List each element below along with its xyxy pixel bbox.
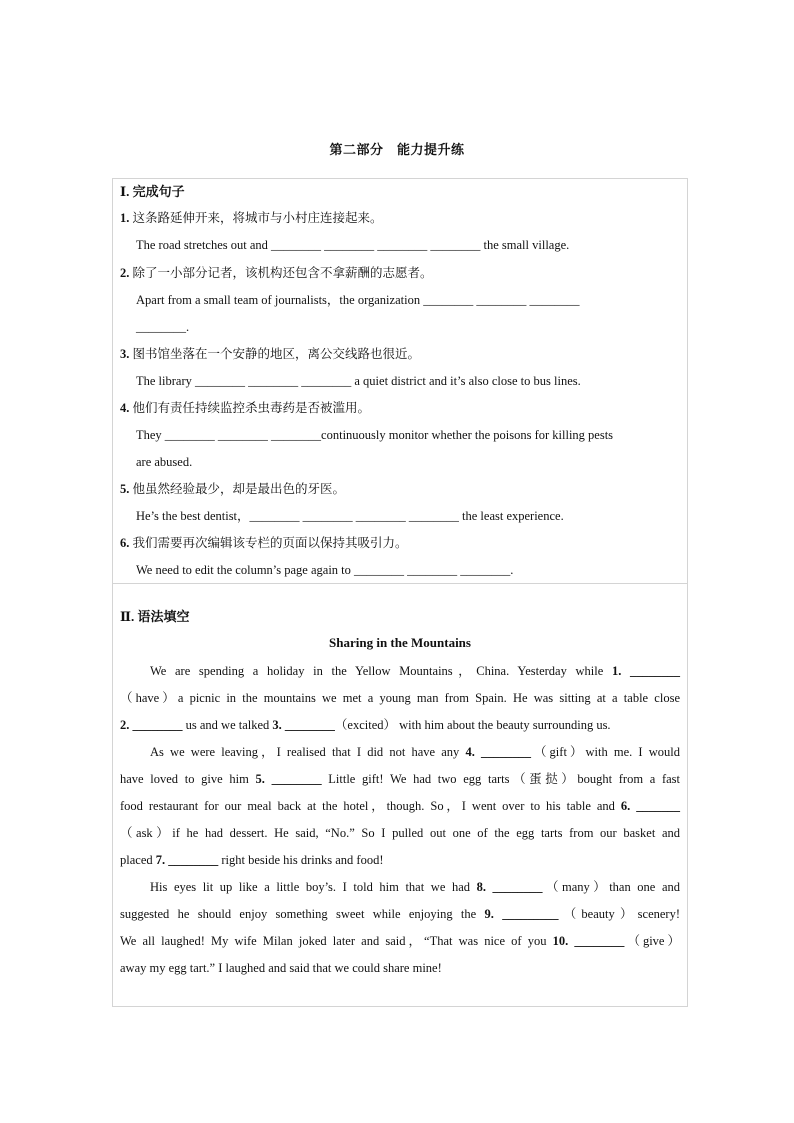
blank-field[interactable]: 1. ________ [611,664,681,678]
question-cn [120,400,370,416]
blank-field[interactable]: 2. ________ [120,718,183,732]
page-title: 第二部分 能力提升练 [329,142,465,157]
passage-text: （give） [624,934,681,948]
passage-text: right beside his drinks and food! [218,853,384,867]
passage-text: （gift）with me. I would [530,745,681,759]
passage-text: away my egg tart.” I laughed and said that we could share mine! [120,961,442,975]
blank-field[interactable]: 6. _______ [620,799,681,813]
passage-text: （have）a picnic in the mountains we met a young man from Spain. He was sitting at a table close [120,691,680,705]
passage-line [120,852,680,868]
passage-line [120,906,680,922]
passage-line [120,771,680,787]
section1-heading: Ⅰ. 完成句子 [120,184,185,199]
passage-text: We all laughed! My wife Milan joked later and said，“That was nice of you [120,934,553,948]
passage-text: food restaurant for our meal back at the hotel，though. So，I went over to his table and [120,799,621,813]
passage-text: We are spending a holiday in the Yellow Mountains，China. Yesterday while [150,664,612,678]
passage-text: （ask）if he had dessert. He said, “No.” So I pulled out one of the egg tarts from our basket and [120,826,680,840]
section2-heading: Ⅱ. 语法填空 [120,609,190,624]
question-en[interactable]: Apart from a small team of journalists，the organization ________ ________ ________ [136,293,580,307]
blank-field[interactable]: 5. ________ [255,772,322,786]
question-cn-text: 我们需要再次编辑该专栏的页面以保持其吸引力。 [132,535,408,550]
question-en-cont[interactable]: ________. [136,320,190,334]
passage-text: （beauty）scenery! [558,907,681,921]
passage-line [120,663,680,679]
question-cn-text: 他虽然经验最少，却是最出色的牙医。 [132,481,346,496]
question-cn-text: 这条路延伸开来，将城市与小村庄连接起来。 [132,210,383,225]
passage-line [120,879,680,895]
blank-field[interactable]: 8. ________ [476,880,543,894]
question-en[interactable]: We need to edit the column’s page again to ________ ________ ________. [136,563,514,577]
question-en-cont: are abused. [136,455,193,469]
question-en[interactable]: The road stretches out and ________ ________ ________ ________ the small village. [136,238,570,252]
question-cn [120,535,408,551]
blank-field[interactable]: 10. ________ [552,934,625,948]
passage-line [120,744,680,760]
passage-line [120,825,680,841]
passage-text: （excited） with him about the beauty surrounding us. [334,718,611,732]
passage-line [120,690,680,706]
passage-text: His eyes lit up like a little boy’s. I told him that we had [150,880,477,894]
passage-text: placed [120,853,156,867]
blank-field[interactable]: 9. _________ [484,907,559,921]
question-cn-text: 图书馆坐落在一个安静的地区，离公交线路也很近。 [132,346,421,361]
passage-text: us and we talked [182,718,273,732]
question-number: 6. [120,536,130,550]
blank-field[interactable]: 4. ________ [465,745,531,759]
question-en[interactable]: They ________ ________ ________continuously monitor whether the poisons for killing pests [136,428,614,442]
passage-text: As we were leaving，I realised that I did not have any [150,745,466,759]
question-cn-text: 除了一小部分记者，该机构还包含不拿薪酬的志愿者。 [132,265,433,280]
question-cn [120,210,383,226]
passage-text: （many）than one and [542,880,680,894]
question-number: 2. [120,266,130,280]
question-cn-text: 他们有责任持续监控杀虫毒药是否被滥用。 [132,400,371,415]
blank-field[interactable]: 7. ________ [155,853,219,867]
question-number: 4. [120,401,130,415]
passage-title: Sharing in the Mountains [329,635,471,650]
section-divider [112,583,688,584]
passage-line [120,960,680,976]
question-en[interactable]: He’s the best dentist，________ ________ ________ ________ the least experience. [136,509,564,523]
question-cn [120,346,420,362]
question-number: 5. [120,482,130,496]
question-number: 3. [120,347,130,361]
passage-text: suggested he should enjoy something sweet while enjoying the [120,907,485,921]
passage-text: Little gift! We had two egg tarts（蛋挞）bought from a fast [321,772,681,786]
question-cn [120,481,345,497]
blank-field[interactable]: 3. ________ [272,718,335,732]
passage-line [120,798,680,814]
passage-line [120,717,680,733]
question-number: 1. [120,211,130,225]
passage-text: have loved to give him [120,772,256,786]
question-en[interactable]: The library ________ ________ ________ a quiet district and it’s also close to bus lines. [136,374,581,388]
passage-line [120,933,680,949]
question-cn [120,265,433,281]
